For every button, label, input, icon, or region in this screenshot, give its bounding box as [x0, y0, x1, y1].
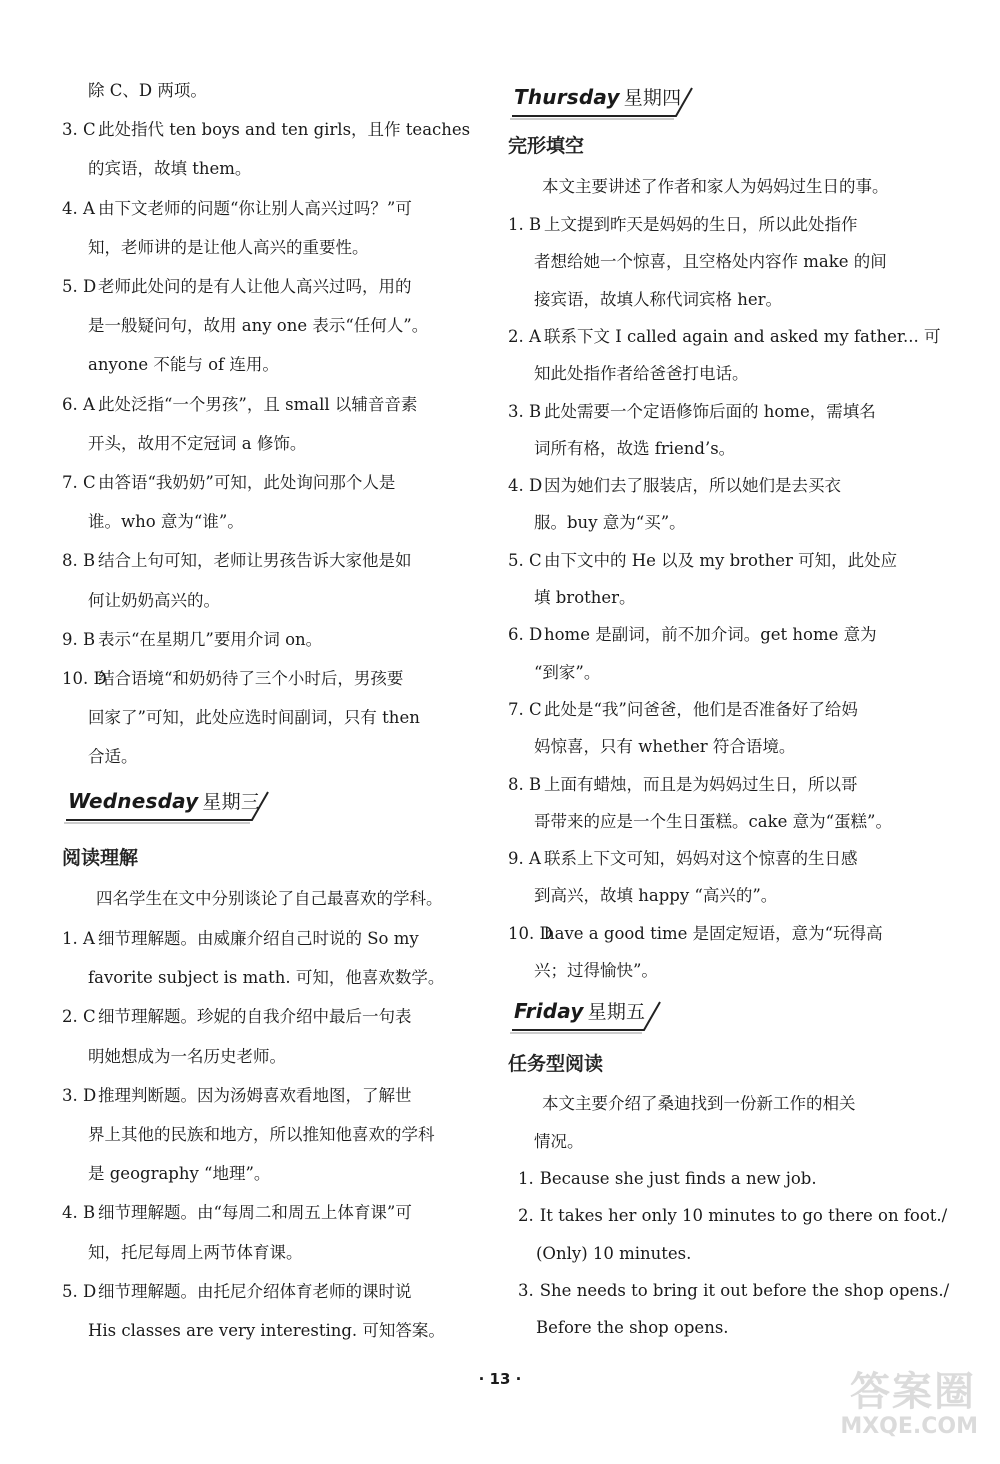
- answer-text: 填 brother。: [534, 588, 636, 607]
- answer-text: 接宾语，故填人称代词宾格 her。: [534, 289, 783, 309]
- answer-text: 表示“在星期几”要用介词 on。: [98, 629, 323, 649]
- answer-number: 9. A: [508, 849, 541, 869]
- answer-line: [62, 629, 322, 651]
- answer-text: 推理判断题。因为汤姆喜欢看地图，了解世: [98, 1085, 412, 1105]
- answer-text: 除 C、D 两项。: [88, 81, 207, 100]
- answer-text: have a good time 是固定短语，意为“玩得高: [544, 923, 883, 943]
- answer-number: 2. C: [62, 1007, 96, 1027]
- answer-continuation: [62, 315, 428, 337]
- answer-number: 3.: [518, 1280, 534, 1300]
- answer-number: 7. C: [508, 699, 542, 719]
- answer-line: [508, 923, 883, 945]
- answer-continuation: [62, 158, 251, 180]
- answer-line: [508, 774, 858, 796]
- answer-number: 2.: [518, 1206, 534, 1226]
- answer-line: [518, 1205, 947, 1227]
- answer-continuation: [518, 1317, 729, 1339]
- answer-line: [508, 214, 858, 236]
- answer-line: [508, 326, 940, 348]
- answer-text: 知此处指作者给爸爸打电话。: [534, 364, 749, 384]
- day-name-en: Wednesday: [68, 789, 199, 813]
- answer-number: 4. A: [62, 198, 95, 218]
- summary-text: 本文主要讲述了作者和家人为妈妈过生日的事。: [542, 177, 889, 196]
- answer-text: home 是副词，前不加介词。get home 意为: [544, 625, 877, 645]
- thursday-header: [508, 82, 698, 118]
- answer-text: 何让奶奶高兴的。: [88, 590, 220, 610]
- answer-number: 1.: [518, 1169, 534, 1188]
- answer-continuation: [508, 512, 686, 534]
- answer-line: [508, 550, 897, 572]
- answer-continuation: [508, 438, 735, 460]
- answer-number: 8. B: [508, 774, 542, 794]
- answer-text: 联系下文 I called again and asked my father... 可: [544, 326, 941, 346]
- answer-line: [62, 394, 417, 416]
- answer-continuation: [62, 1046, 286, 1068]
- answer-line: [62, 1006, 412, 1028]
- answer-continuation: [62, 1320, 445, 1342]
- answer-text: 知，老师讲的是让他人高兴的重要性。: [88, 237, 369, 257]
- answer-text: 词所有格，故选 friend’s。: [534, 438, 736, 458]
- day-name-en: Thursday: [514, 85, 620, 109]
- answer-continuation: [62, 433, 306, 455]
- answer-line: [62, 928, 419, 950]
- answer-continuation: [508, 885, 777, 907]
- answer-text: (Only) 10 minutes.: [536, 1243, 692, 1263]
- answer-continuation: [62, 746, 138, 768]
- answer-number: 3. D: [62, 1085, 97, 1105]
- answer-number: 6. A: [62, 394, 95, 414]
- answer-number: 6. D: [508, 625, 543, 645]
- answer-continuation: [62, 80, 207, 102]
- answer-line: [62, 276, 412, 298]
- answer-number: 10. D: [62, 669, 107, 688]
- answer-text: 细节理解题。由“每周二和周五上体育课”可: [98, 1203, 412, 1223]
- answer-line: [62, 550, 412, 572]
- answer-text: 者想给她一个惊喜，且空格处内容作 make 的间: [534, 252, 887, 272]
- watermark: [832, 1360, 982, 1450]
- answer-continuation: [62, 1242, 303, 1264]
- answer-continuation: [508, 811, 892, 833]
- summary-text: 情况。: [534, 1132, 584, 1151]
- answer-continuation: [508, 289, 782, 311]
- answer-line: [508, 848, 858, 870]
- answer-number: 3. B: [508, 401, 542, 421]
- day-name-cn: 星期三: [202, 791, 261, 813]
- answer-text: 由下文老师的问题“你让别人高兴过吗？”可: [98, 198, 412, 218]
- answer-number: 4. D: [508, 476, 543, 496]
- answer-text: 此处需要一个定语修饰后面的 home，需填名: [544, 401, 876, 421]
- answer-text: 开头，故用不定冠词 a 修饰。: [88, 433, 307, 453]
- answer-text: 明她想成为一名历史老师。: [88, 1046, 286, 1066]
- answer-continuation: [508, 363, 749, 385]
- answer-continuation: [62, 354, 279, 376]
- answer-text: 此处指代 ten boys and ten girls，且作 teaches: [98, 120, 471, 140]
- answer-number: 5. C: [508, 550, 542, 570]
- answer-text: 此处是“我”问爸爸，他们是否准备好了给妈: [544, 699, 858, 719]
- answer-continuation: [62, 237, 369, 259]
- answer-text: 细节理解题。由托尼介绍体育老师的课时说: [98, 1281, 412, 1301]
- answer-text: favorite subject is math. 可知，他喜欢数学。: [88, 968, 445, 988]
- answer-number: 5. D: [62, 1281, 97, 1301]
- answer-text: 由答语“我奶奶”可知，此处询问那个人是: [98, 473, 396, 492]
- answer-text: 因为她们去了服装店，所以她们是去买衣: [544, 476, 841, 496]
- answer-number: 7. C: [62, 473, 96, 492]
- answer-text: 的宾语，故填 them。: [88, 159, 252, 179]
- answer-continuation: [62, 1124, 435, 1146]
- answer-line: [508, 475, 841, 497]
- answer-line: [62, 1281, 412, 1303]
- answer-text: 服。buy 意为“买”。: [534, 513, 686, 533]
- answer-text: Before the shop opens.: [536, 1318, 729, 1338]
- watermark-logo: 答案圈: [850, 1369, 976, 1415]
- answer-text: 结合上句可知，老师让男孩告诉大家他是如: [98, 551, 412, 571]
- wednesday-header: [62, 786, 274, 822]
- answer-number: 5. D: [62, 277, 97, 296]
- answer-continuation: [518, 1243, 691, 1265]
- answer-continuation: [508, 960, 658, 982]
- answer-text: 合适。: [88, 747, 138, 767]
- answer-line: [508, 699, 858, 721]
- answer-line: [62, 1085, 412, 1107]
- answer-number: 1. A: [62, 929, 95, 948]
- answer-number: 1. B: [508, 215, 542, 234]
- answer-text: 结合语境“和奶奶待了三个小时后，男孩要: [98, 669, 404, 688]
- answer-line: [518, 1280, 949, 1302]
- answer-continuation: [62, 707, 420, 729]
- answer-text: 由下文中的 He 以及 my brother 可知，此处应: [544, 550, 898, 570]
- answer-number: 8. B: [62, 551, 96, 571]
- page-number: · 13 ·: [478, 1370, 522, 1388]
- answer-continuation: [508, 251, 887, 273]
- answer-continuation: [62, 590, 220, 612]
- answer-text: 是 geography “地理”。: [88, 1164, 271, 1184]
- answer-text: 是一般疑问句，故用 any one 表示“任何人”。: [88, 316, 429, 336]
- answer-number: 3. C: [62, 120, 96, 140]
- watermark-url: MXQE.COM: [840, 1414, 978, 1439]
- answer-number: 4. B: [62, 1203, 96, 1223]
- answer-continuation: [508, 736, 795, 758]
- answer-text: 此处泛指“一个男孩”，且 small 以辅音音素: [98, 394, 418, 414]
- answer-text: 妈惊喜，只有 whether 符合语境。: [534, 737, 796, 757]
- answer-continuation: [62, 511, 244, 533]
- friday-header: [508, 996, 666, 1032]
- answer-number: 10. D: [508, 923, 553, 943]
- answer-text: 界上其他的民族和地方，所以推知他喜欢的学科: [88, 1125, 435, 1144]
- answer-text: 细节理解题。珍妮的自我介绍中最后一句表: [98, 1007, 412, 1027]
- answer-text: She needs to bring it out before the shop opens./: [539, 1280, 950, 1300]
- day-name-cn: 星期四: [623, 87, 682, 109]
- answer-text: 老师此处问的是有人让他人高兴过吗，用的: [98, 277, 412, 296]
- answer-text: 到高兴，故填 happy “高兴的”。: [534, 886, 778, 906]
- answer-text: 知，托尼每周上两节体育课。: [88, 1242, 303, 1262]
- answer-line: [518, 1168, 817, 1190]
- answer-continuation: [62, 1163, 270, 1185]
- summary-text: 四名学生在文中分别谈论了自己最喜欢的学科。: [96, 889, 443, 908]
- answer-text: 回家了”可知，此处应选时间副词，只有 then: [88, 708, 420, 728]
- answer-text: anyone 不能与 of 连用。: [88, 355, 279, 375]
- answer-number: 2. A: [508, 326, 541, 346]
- answer-line: [62, 198, 412, 220]
- answer-text: Because she just finds a new job.: [539, 1169, 817, 1188]
- section-title: 完形填空: [508, 135, 585, 157]
- section-title: 任务型阅读: [508, 1053, 604, 1075]
- answer-continuation: [508, 662, 600, 684]
- answer-text: 哥带来的应是一个生日蛋糕。cake 意为“蛋糕”。: [534, 811, 892, 831]
- answer-text: 上面有蜡烛，而且是为妈妈过生日，所以哥: [544, 774, 858, 794]
- answer-continuation: [508, 587, 636, 609]
- answer-line: [62, 472, 395, 494]
- answer-continuation: [62, 967, 444, 989]
- answer-text: 谁。who 意为“谁”。: [88, 512, 244, 532]
- answer-line: [508, 401, 876, 423]
- day-name-cn: 星期五: [587, 1001, 646, 1023]
- summary-text: 本文主要介绍了桑迪找到一份新工作的相关: [542, 1094, 856, 1113]
- answer-line: [62, 1202, 412, 1224]
- answer-text: 细节理解题。由威廉介绍自己时说的 So my: [98, 929, 419, 948]
- answer-text: 兴；过得愉快”。: [534, 961, 658, 980]
- answer-text: 上文提到昨天是妈妈的生日，所以此处指作: [544, 215, 858, 234]
- section-title: 阅读理解: [62, 847, 139, 869]
- day-name-en: Friday: [514, 999, 584, 1023]
- answer-text: “到家”。: [534, 662, 601, 682]
- answer-text: It takes her only 10 minutes to go there on foot./: [539, 1206, 948, 1226]
- answer-line: [508, 624, 877, 646]
- answer-text: 联系上下文可知，妈妈对这个惊喜的生日感: [544, 849, 858, 869]
- answer-line: [62, 119, 470, 141]
- answer-number: 9. B: [62, 629, 96, 649]
- answer-line: [62, 668, 403, 690]
- answer-text: His classes are very interesting. 可知答案。: [88, 1321, 445, 1340]
